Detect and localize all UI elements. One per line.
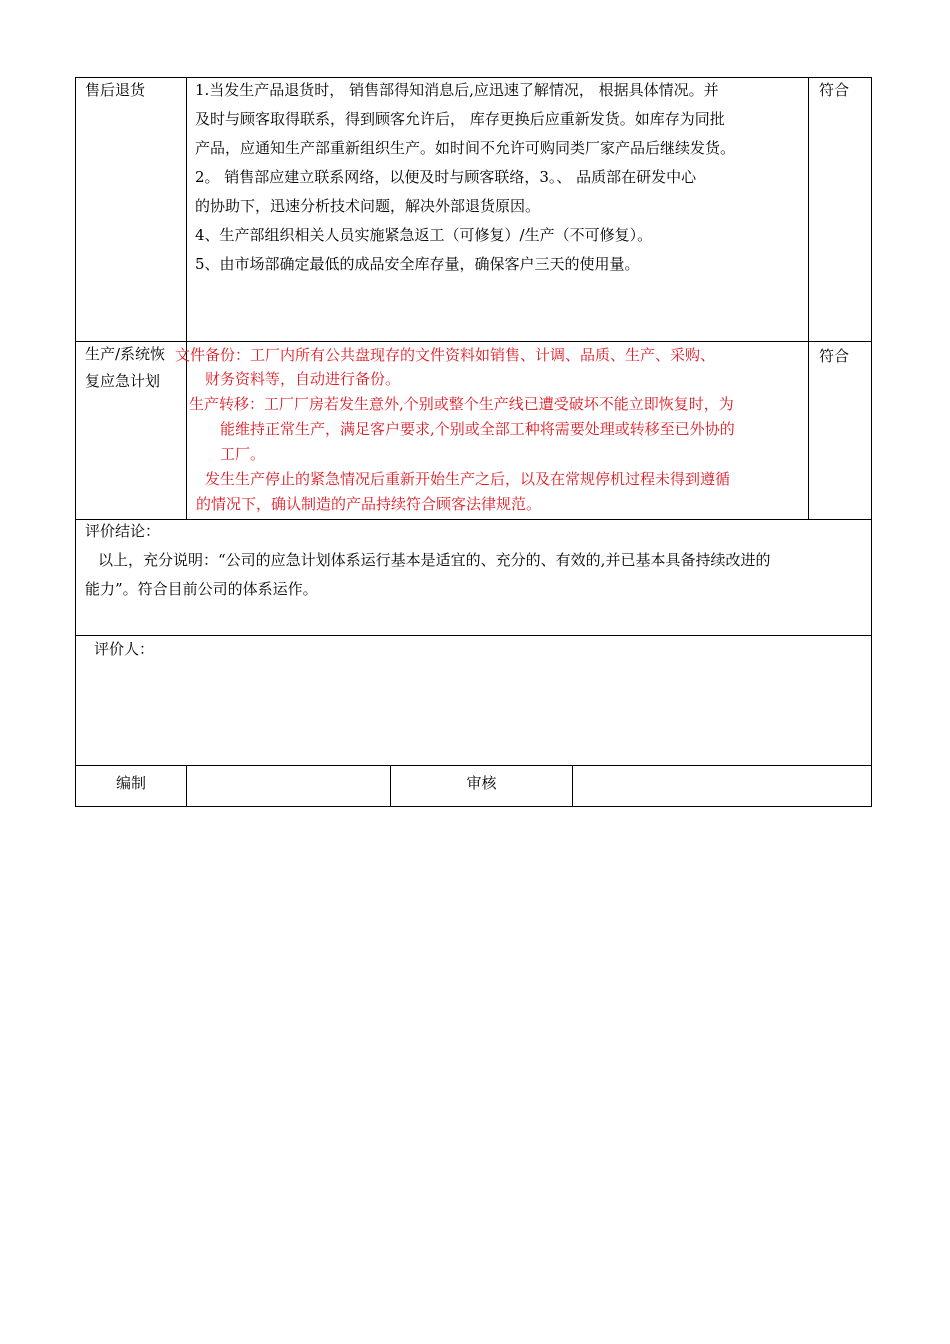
conclusion-label: 评价结论： bbox=[85, 522, 161, 540]
label-after-sales: 售后退货 bbox=[85, 81, 146, 99]
transfer-line: 能维持正常生产，满足客户要求,个别或全部工种将需要处理或转移至已外协的 bbox=[220, 420, 735, 438]
prepared-label-cell bbox=[76, 766, 186, 806]
row-label bbox=[76, 76, 186, 341]
row-recovery-plan bbox=[76, 342, 871, 520]
transfer-line: 生产转移：工厂厂房若发生意外,个别或整个生产线已遭受破坏不能立即恢复时，为 bbox=[189, 395, 734, 413]
content-line: 1.当发生产品退货时， 销售部得知消息后,应迅速了解情况， 根据具体情况。并 bbox=[195, 81, 719, 99]
conclusion-line: 以上，充分说明：“公司的应急计划体系运行基本是适宜的、充分的、有效的,并已基本具备持续改进的 bbox=[98, 551, 771, 569]
row-content bbox=[186, 78, 808, 341]
label-recovery-line1: 生产/系统恢 bbox=[85, 345, 166, 363]
prepared-label: 编制 bbox=[115, 774, 146, 792]
result-after-sales: 符合 bbox=[819, 81, 850, 99]
evaluator-label: 评价人： bbox=[94, 640, 155, 658]
row-result bbox=[808, 342, 871, 519]
content-line: 5、由市场部确定最低的成品安全库存量，确保客户三天的使用量。 bbox=[195, 255, 640, 273]
conclusion-block bbox=[85, 517, 770, 604]
restart-line: 的情况下，确认制造的产品持续符合顾客法律规范。 bbox=[196, 495, 542, 513]
row-conclusion bbox=[76, 520, 871, 636]
content-line: 的协助下，迅速分析技术问题，解决外部退货原因。 bbox=[195, 197, 541, 215]
label-recovery-line2: 复应急计划 bbox=[85, 372, 161, 390]
transfer-line: 工厂。 bbox=[220, 445, 266, 463]
content-line: 产品，应通知生产部重新组织生产。如时间不允许可购同类厂家产品后继续发货。 bbox=[195, 139, 736, 157]
reviewed-label: 审核 bbox=[466, 774, 497, 792]
restart-line: 发生生产停止的紧急情况后重新开始生产之后，以及在常规停机过程未得到遵循 bbox=[205, 470, 731, 488]
reviewed-label-cell bbox=[390, 766, 572, 806]
content-line: 2。 销售部应建立联系网络，以便及时与顾客联络，3。、 品质部在研发中心 bbox=[195, 168, 697, 186]
reviewed-value-cell bbox=[572, 766, 871, 806]
row-evaluator bbox=[76, 636, 871, 766]
row-signoff bbox=[76, 766, 871, 806]
backup-line: 文件备份：工厂内所有公共盘现存的文件资料如销售、计调、品质、生产、采购、 bbox=[175, 346, 716, 364]
backup-line: 财务资料等，自动进行备份。 bbox=[205, 370, 401, 388]
row-content bbox=[175, 342, 808, 519]
content-line: 及时与顾客取得联系，得到顾客允许后， 库存更换后应重新发货。如库存为同批 bbox=[195, 110, 725, 128]
conclusion-line: 能力”。符合目前公司的体系运作。 bbox=[85, 580, 318, 598]
row-label bbox=[76, 341, 186, 519]
content-line: 4、生产部组织相关人员实施紧急返工（可修复）/生产（不可修复）。 bbox=[195, 226, 653, 244]
prepared-value-cell bbox=[186, 766, 390, 806]
evaluation-table bbox=[75, 77, 872, 807]
row-result bbox=[808, 78, 871, 341]
row-after-sales-return bbox=[76, 78, 871, 342]
result-recovery: 符合 bbox=[819, 347, 850, 365]
